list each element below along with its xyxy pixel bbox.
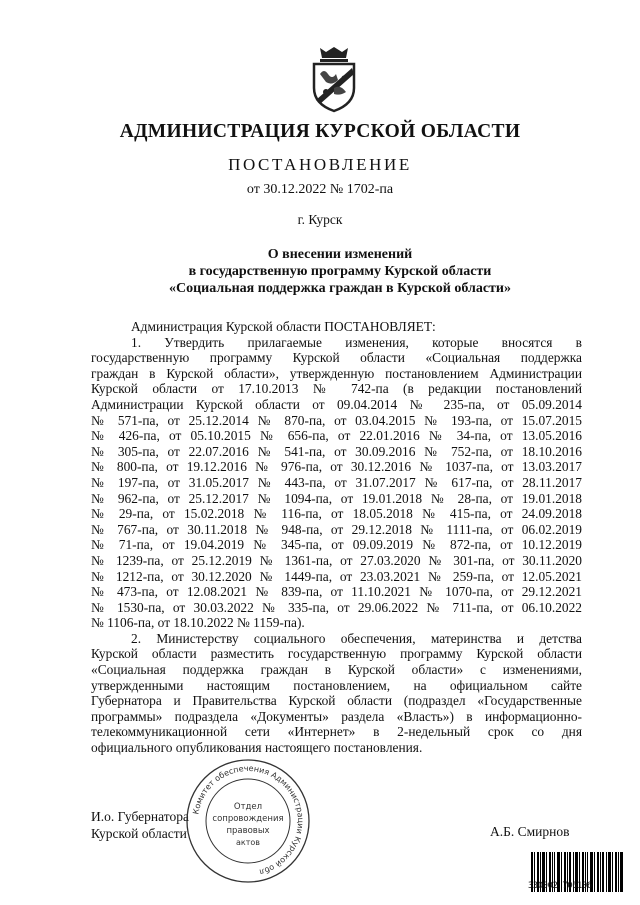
body-line: № 800-па, от 19.12.2016 № 976-па, от 30.12.2016 № 1037-па, от 13.03.2017: [91, 459, 582, 475]
signatory-position-line: И.о. Губернатора: [91, 809, 190, 824]
body-line: № 1239-па, от 25.12.2019 № 1361-па, от 27.03.2020 № 301-па, от 30.11.2020: [91, 552, 582, 568]
body-line: 1. Утвердить прилагаемые изменения, которые вносятся в: [131, 334, 582, 350]
signatory-position-line: Курской области: [91, 826, 187, 841]
body-line: № 305-па, от 22.07.2016 № 541-па, от 30.09.2016 № 752-па, от 18.10.2016: [91, 443, 582, 459]
stamp-center-line: правовых: [226, 826, 270, 836]
signatory-position: [91, 808, 189, 842]
body-line: № 197-па, от 31.05.2017 № 443-па, от 31.07.2017 № 617-па, от 28.11.2017: [91, 474, 582, 490]
body-line: Администрации Курской области от 09.04.2014 № 235-па, от 05.09.2014: [91, 396, 582, 412]
body-line: программы» подраздела «Документы» раздела «Власть») в информационно-: [91, 708, 582, 724]
body-line: официального опубликования настоящего постановления.: [91, 740, 423, 756]
date-and-number: от 30.12.2022 № 1702-па: [246, 182, 394, 197]
body-line: 2. Министерству социального обеспечения, материнства и детства: [131, 630, 582, 646]
body-line: № 1530-па, от 30.03.2022 № 335-па, от 29.06.2022 № 711-па, от 06.10.2022: [91, 599, 582, 615]
subject-line: «Социальная поддержка граждан в Курской области»: [168, 281, 511, 296]
body-line: Курской области от 17.10.2013 № 742-па (в редакции постановлений: [91, 381, 582, 397]
official-stamp: [184, 757, 312, 885]
subject-line: в государственную программу Курской области: [188, 264, 492, 279]
coat-of-arms-emblem: [306, 44, 362, 114]
city: г. Курск: [297, 212, 343, 227]
signatory-name: А.Б. Смирнов: [490, 824, 570, 839]
body-line: № 1106-па, от 18.10.2022 № 1159-па).: [91, 615, 305, 631]
body-line: граждан в Курской области», утвержденную постановлением Администрации: [91, 365, 582, 381]
body-line: № 571-па, от 25.12.2014 № 870-па, от 03.04.2015 № 193-па, от 15.07.2015: [91, 412, 582, 428]
body-line: № 767-па, от 30.11.2018 № 948-па, от 29.12.2018 № 1111-па, от 06.02.2019: [91, 521, 582, 537]
body-line: Администрация Курской области ПОСТАНОВЛЯЕТ:: [131, 319, 436, 334]
body-line: № 426-па, от 05.10.2015 № 656-па, от 22.01.2016 № 34-па, от 13.05.2016: [91, 428, 582, 444]
stamp-ring-text: Комитет обеспечения Администрации Курской обл: [191, 763, 306, 877]
body-line: Курской области разместить государственную программу Курской области: [91, 646, 582, 662]
subject-heading: [0, 246, 640, 297]
body-line: № 29-па, от 15.02.2018 № 116-па, от 18.05.2018 № 415-па, от 24.09.2018: [91, 506, 582, 522]
body-line: «Социальная поддержка граждан в Курской области» с изменениями,: [91, 662, 582, 678]
body-line: телекоммуникационной сети «Интернет» в 2-недельный срок со дня: [91, 724, 582, 740]
body-line: № 473-па, от 12.08.2021 № 839-па, от 11.10.2021 № 1070-па, от 29.12.2021: [91, 584, 582, 600]
body-line: № 1212-па, от 30.12.2020 № 1449-па, от 23.03.2021 № 259-па, от 12.05.2021: [91, 568, 582, 584]
document-body: [91, 319, 582, 756]
body-line: № 962-па, от 25.12.2017 № 1094-па, от 19.01.2018 № 28-па, от 19.01.2018: [91, 490, 582, 506]
body-line: Губернатора и Правительства Курской области (подраздел «Государственные: [91, 693, 582, 709]
barcode-number: 330002 706106: [528, 881, 592, 891]
stamp-center-line: сопровождения: [212, 814, 284, 824]
body-line: № 71-па, от 19.04.2019 № 345-па, от 09.09.2019 № 872-па, от 10.12.2019: [91, 537, 582, 553]
body-line: утвержденными настоящим постановлением, на официальном сайте: [91, 677, 582, 693]
stamp-center-line: Отдел: [233, 802, 263, 812]
stamp-center-line: актов: [235, 838, 261, 847]
organization-title: АДМИНИСТРАЦИЯ КУРСКОЙ ОБЛАСТИ: [119, 121, 521, 142]
document-type: ПОСТАНОВЛЕНИЕ: [228, 155, 412, 174]
subject-line: О внесении изменений: [267, 247, 413, 262]
body-line: государственную программу Курской области «Социальная поддержка: [91, 350, 582, 366]
